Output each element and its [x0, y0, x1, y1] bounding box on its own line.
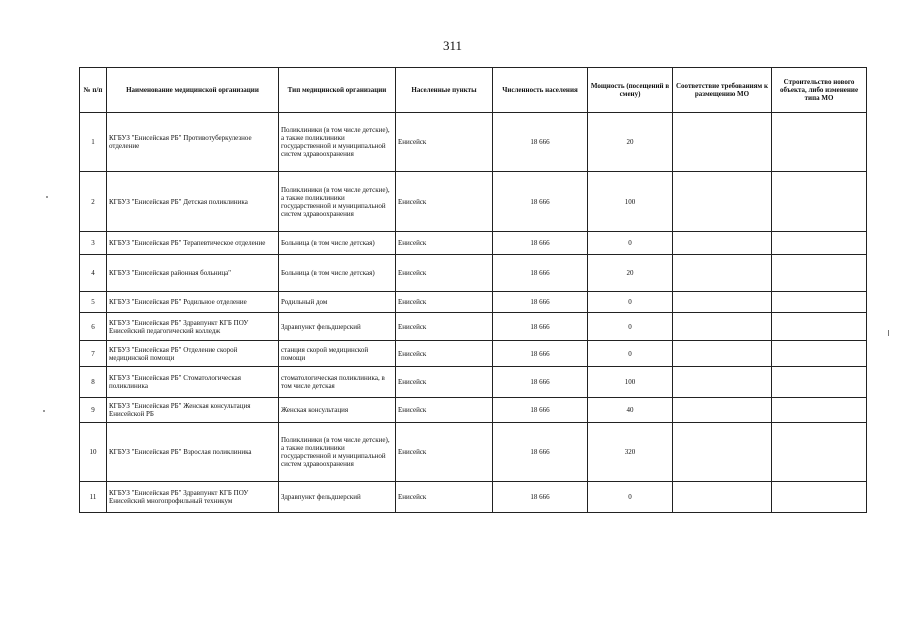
cell-capacity: 100 [588, 367, 673, 398]
table-row [80, 398, 867, 423]
cell-name: КГБУЗ "Енисейская РБ" Стоматологическая поликлиника [107, 367, 279, 398]
header-type: Тип медицинской организации [279, 68, 396, 113]
cell-population: 18 666 [493, 313, 588, 341]
table-row [80, 113, 867, 172]
cell-population: 18 666 [493, 398, 588, 423]
cell-capacity: 0 [588, 232, 673, 255]
cell-locality: Енисейск [396, 367, 493, 398]
cell-compliance [673, 292, 772, 313]
cell-capacity: 100 [588, 172, 673, 232]
cell-type: Больница (в том числе детская) [279, 232, 396, 255]
cell-capacity: 0 [588, 341, 673, 367]
cell-locality: Енисейск [396, 232, 493, 255]
cell-name: КГБУЗ "Енисейская РБ" Терапевтическое отделение [107, 232, 279, 255]
cell-construction [772, 232, 867, 255]
table-body [80, 113, 867, 513]
cell-compliance [673, 482, 772, 513]
cell-name: КГБУЗ "Енисейская РБ" Противотуберкулезное отделение [107, 113, 279, 172]
cell-construction [772, 313, 867, 341]
header-name: Наименование медицинской организации [107, 68, 279, 113]
cell-type: Поликлиники (в том числе детские), а также поликлиники государственной и муниципальной систем здравоохранения [279, 113, 396, 172]
cell-name: КГБУЗ "Енисейская РБ" Родильное отделение [107, 292, 279, 313]
cell-locality: Енисейск [396, 313, 493, 341]
cell-type: Родильный дом [279, 292, 396, 313]
cell-locality: Енисейск [396, 255, 493, 292]
cell-type: Здравпункт фельдшерский [279, 313, 396, 341]
scan-dot [43, 410, 45, 412]
cell-locality: Енисейск [396, 113, 493, 172]
cell-name: КГБУЗ "Енисейская РБ" Взрослая поликлиника [107, 423, 279, 482]
cell-construction [772, 292, 867, 313]
cell-capacity: 20 [588, 113, 673, 172]
cell-population: 18 666 [493, 172, 588, 232]
header-capacity: Мощность (посещений в смену) [588, 68, 673, 113]
cell-population: 18 666 [493, 292, 588, 313]
table-row [80, 172, 867, 232]
cell-construction [772, 113, 867, 172]
header-population: Численность населения [493, 68, 588, 113]
table-row [80, 292, 867, 313]
table-row [80, 313, 867, 341]
cell-type: стоматологическая поликлиника, в том числе детская [279, 367, 396, 398]
cell-num: 9 [80, 398, 107, 423]
cell-construction [772, 255, 867, 292]
cell-capacity: 40 [588, 398, 673, 423]
cell-compliance [673, 398, 772, 423]
cell-name: КГБУЗ "Енисейская РБ" Детская поликлиника [107, 172, 279, 232]
cell-num: 6 [80, 313, 107, 341]
cell-construction [772, 341, 867, 367]
cell-compliance [673, 313, 772, 341]
header-compliance: Соответствие требованиям к размещению МО [673, 68, 772, 113]
cell-population: 18 666 [493, 232, 588, 255]
cell-locality: Енисейск [396, 341, 493, 367]
table-header-row [80, 68, 867, 113]
cell-compliance [673, 367, 772, 398]
cell-population: 18 666 [493, 423, 588, 482]
table-row [80, 423, 867, 482]
scan-dot [46, 196, 48, 198]
margin-mark [888, 330, 889, 336]
cell-capacity: 0 [588, 313, 673, 341]
cell-population: 18 666 [493, 482, 588, 513]
cell-num: 5 [80, 292, 107, 313]
table-row [80, 255, 867, 292]
cell-capacity: 0 [588, 482, 673, 513]
cell-compliance [673, 423, 772, 482]
cell-construction [772, 172, 867, 232]
cell-type: Женская консультация [279, 398, 396, 423]
cell-name: КГБУЗ "Енисейская РБ" Женская консультация Енисейской РБ [107, 398, 279, 423]
table-row [80, 232, 867, 255]
cell-type: станция скорой медицинской помощи [279, 341, 396, 367]
cell-construction [772, 398, 867, 423]
page-number: 311 [442, 38, 463, 53]
cell-locality: Енисейск [396, 482, 493, 513]
cell-compliance [673, 341, 772, 367]
cell-population: 18 666 [493, 113, 588, 172]
cell-capacity: 20 [588, 255, 673, 292]
cell-compliance [673, 113, 772, 172]
cell-name: КГБУЗ "Енисейская РБ" Здравпункт КГБ ПОУ Енисейский педагогический колледж [107, 313, 279, 341]
header-locality: Населенные пункты [396, 68, 493, 113]
cell-type: Больница (в том числе детская) [279, 255, 396, 292]
cell-capacity: 320 [588, 423, 673, 482]
medical-organizations-table [79, 67, 867, 513]
cell-num: 8 [80, 367, 107, 398]
header-num: № п/п [80, 68, 107, 113]
table-row [80, 367, 867, 398]
cell-construction [772, 423, 867, 482]
cell-num: 3 [80, 232, 107, 255]
cell-locality: Енисейск [396, 398, 493, 423]
cell-num: 1 [80, 113, 107, 172]
cell-population: 18 666 [493, 255, 588, 292]
cell-construction [772, 482, 867, 513]
cell-construction [772, 367, 867, 398]
cell-compliance [673, 255, 772, 292]
cell-num: 2 [80, 172, 107, 232]
table-row [80, 482, 867, 513]
cell-locality: Енисейск [396, 423, 493, 482]
cell-population: 18 666 [493, 367, 588, 398]
cell-num: 11 [80, 482, 107, 513]
cell-num: 7 [80, 341, 107, 367]
cell-compliance [673, 172, 772, 232]
cell-name: КГБУЗ "Енисейская РБ" Здравпункт КГБ ПОУ Енисейский многопрофильный техникум [107, 482, 279, 513]
cell-name: КГБУЗ "Енисейская районная больница" [107, 255, 279, 292]
cell-locality: Енисейск [396, 172, 493, 232]
cell-type: Поликлиники (в том числе детские), а также поликлиники государственной и муниципальной систем здравоохранения [279, 172, 396, 232]
cell-name: КГБУЗ "Енисейская РБ" Отделение скорой медицинской помощи [107, 341, 279, 367]
cell-compliance [673, 232, 772, 255]
header-construction: Строительство нового объекта, либо изменение типа МО [772, 68, 867, 113]
cell-locality: Енисейск [396, 292, 493, 313]
cell-population: 18 666 [493, 341, 588, 367]
table-row [80, 341, 867, 367]
cell-capacity: 0 [588, 292, 673, 313]
cell-type: Поликлиники (в том числе детские), а также поликлиники государственной и муниципальной систем здравоохранения [279, 423, 396, 482]
cell-num: 10 [80, 423, 107, 482]
cell-type: Здравпункт фельдшерский [279, 482, 396, 513]
cell-num: 4 [80, 255, 107, 292]
